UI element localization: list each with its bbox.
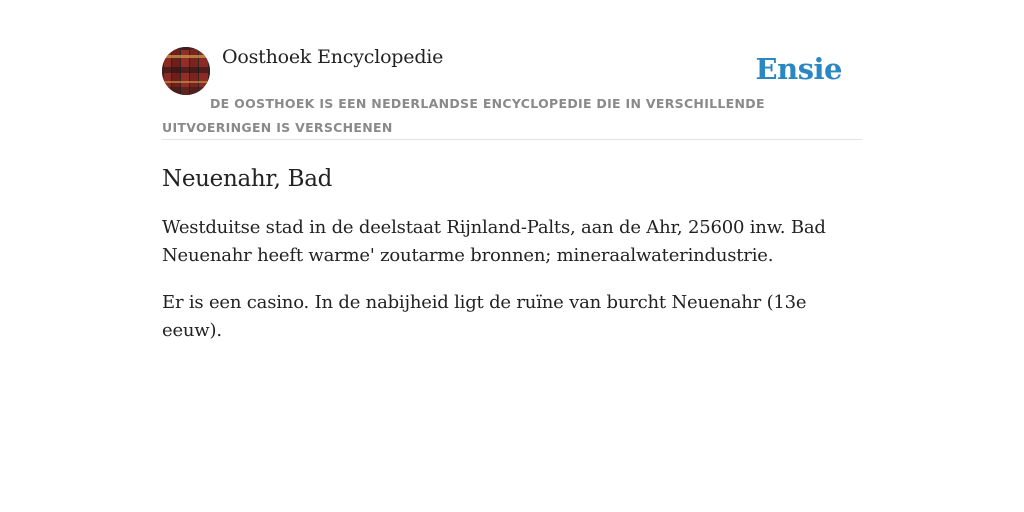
book-spines-icon (162, 47, 210, 95)
article-title: Neuenahr, Bad (162, 166, 333, 192)
site-tagline: DE OOSTHOEK IS EEN NEDERLANDSE ENCYCLOPEDIE DIE IN VERSCHILLENDE UITVOERINGEN IS VERSCHENEN (162, 96, 765, 135)
page-container (162, 0, 862, 345)
site-avatar[interactable] (162, 47, 210, 95)
site-header (162, 0, 862, 140)
brand-logo[interactable]: Ensie (755, 52, 842, 86)
site-name[interactable]: Oosthoek Encyclopedie (222, 46, 444, 68)
article-paragraph-2: Er is een casino. In de nabijheid ligt de ruïne van burcht Neuenahr (13e eeuw). (162, 292, 807, 341)
article-paragraph-1: Westduitse stad in de deelstaat Rijnland-Palts, aan de Ahr, 25600 inw. Bad Neuenahr heeft warme' zoutarme bronnen; mineraalwaterindustrie. (162, 217, 826, 266)
